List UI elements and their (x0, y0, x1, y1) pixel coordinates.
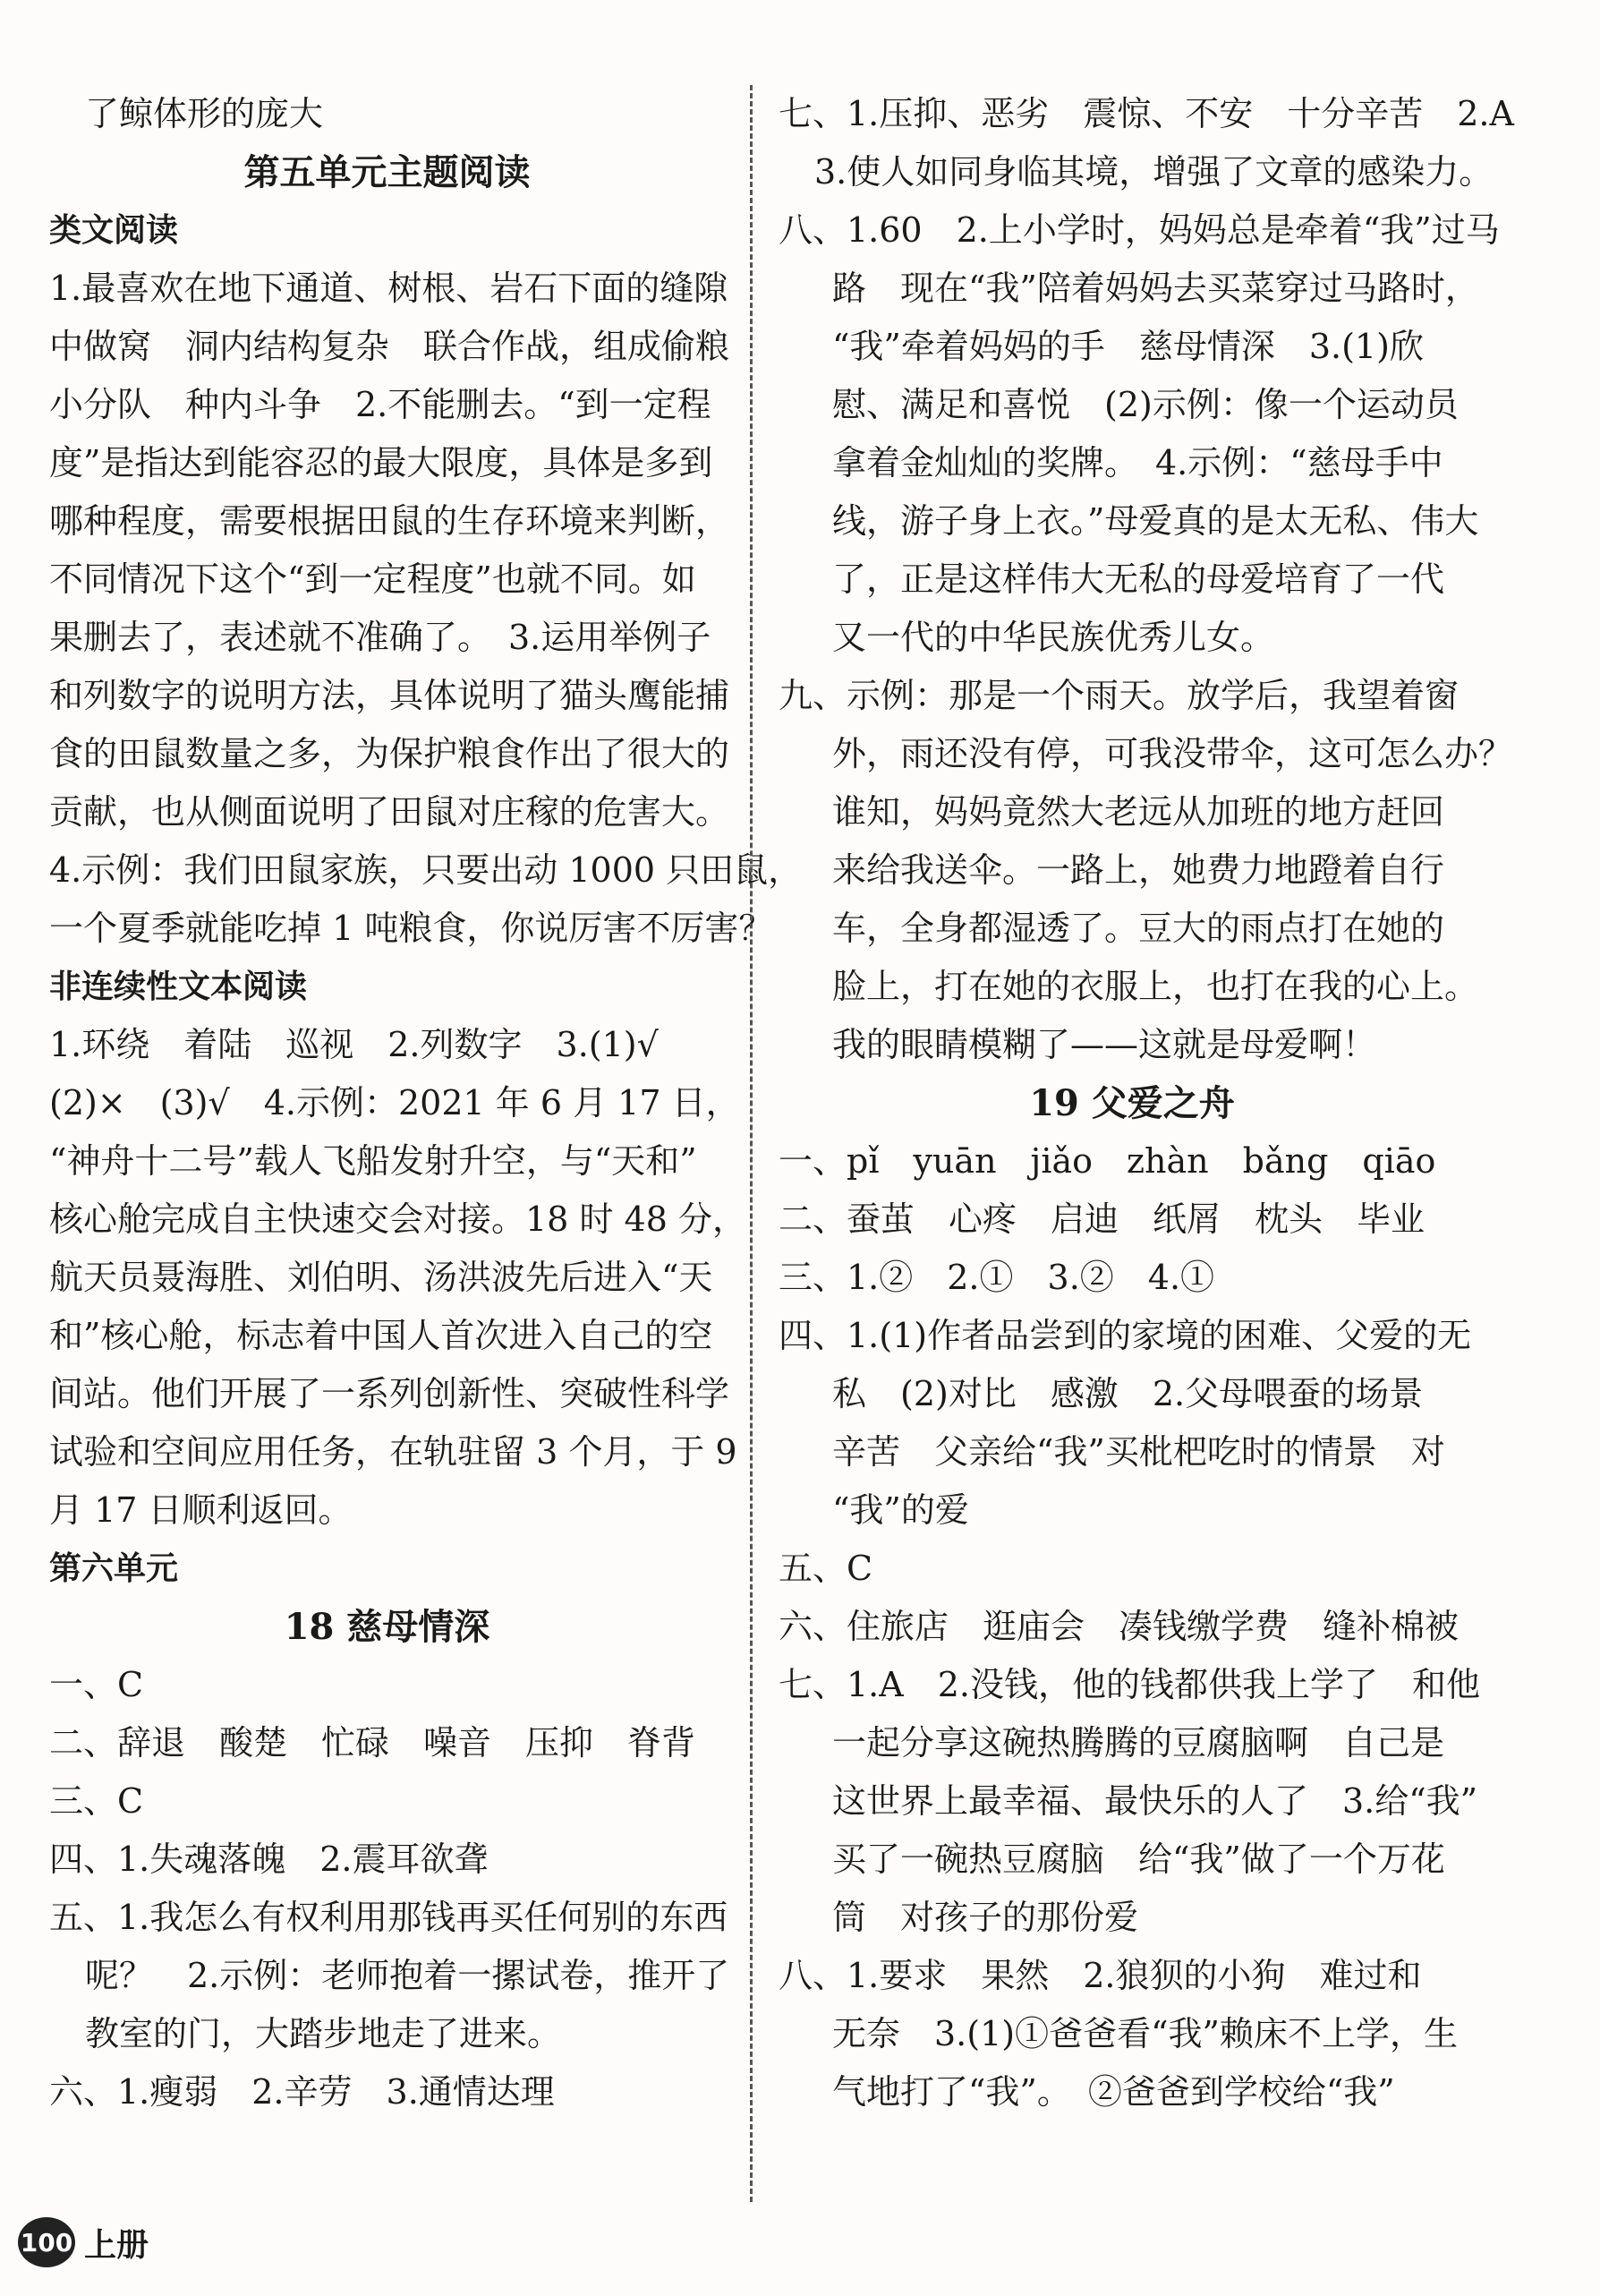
answer-line: 脸上，打在她的衣服上，也打在我的心上。 (832, 967, 1479, 1006)
section-title: 19 父爱之舟 (1029, 1082, 1235, 1124)
answer-line: 三、1.② 2.① 3.② 4.① (779, 1258, 1215, 1297)
answer-line: 一、C (49, 1665, 144, 1704)
answer-line: 外，雨还没有停，可我没带伞，这可怎么办？ (832, 734, 1513, 773)
answer-line: 慰、满足和喜悦 (2)示例：像一个运动员 (832, 385, 1459, 424)
answer-line: 航天员聂海胜、刘伯明、汤洪波先后进入“天 (49, 1258, 713, 1297)
answer-line: 又一代的中华民族优秀儿女。 (832, 618, 1275, 657)
column-divider (750, 85, 753, 2202)
answer-line: 1.环绕 着陆 巡视 2.列数字 3.(1)√ (49, 1025, 659, 1064)
answer-line: 中做窝 洞内结构复杂 联合作战，组成偷粮 (49, 327, 730, 366)
answer-line: 度”是指达到能容忍的最大限度，具体是多到 (49, 443, 713, 482)
answer-line: 六、1.瘦弱 2.辛劳 3.通情达理 (49, 2072, 555, 2112)
answer-line: 八、1.要求 果然 2.狼狈的小狗 难过和 (779, 1956, 1422, 1995)
answer-line: 和列数字的说明方法，具体说明了猫头鹰能捕 (49, 676, 730, 715)
answer-line: 了鲸体形的庞大 (85, 94, 324, 133)
answer-line: 呢？ 2.示例：老师抱着一摞试卷，推开了 (85, 1956, 730, 1995)
answer-line: 我的眼睛模糊了——这就是母爱啊！ (832, 1025, 1377, 1064)
answer-line: 来给我送伞。一路上，她费力地蹬着自行 (832, 850, 1445, 890)
answer-line: 间站。他们开展了一系列创新性、突破性科学 (49, 1374, 730, 1413)
answer-line: 拿着金灿灿的奖牌。 4.示例：“慈母手中 (832, 443, 1443, 482)
answer-line: “我”牵着妈妈的手 慈母情深 3.(1)欣 (832, 327, 1424, 366)
answer-line: 辛苦 父亲给“我”买枇杷吃时的情景 对 (832, 1432, 1445, 1472)
answer-line: 二、蚕茧 心疼 启迪 纸屑 枕头 毕业 (779, 1199, 1426, 1239)
volume-label: 上册 (84, 2226, 149, 2264)
answer-line: “我”的爱 (832, 1490, 969, 1530)
answer-line: 四、1.失魂落魄 2.震耳欲聋 (49, 1839, 489, 1879)
answer-line: 了，正是这样伟大无私的母爱培育了一代 (832, 559, 1445, 599)
section-title: 第五单元主题阅读 (243, 151, 531, 193)
answer-line: 一个夏季就能吃掉 1 吨粮食，你说厉害不厉害？ (49, 909, 773, 948)
answer-line: 1.最喜欢在地下通道、树根、岩石下面的缝隙 (49, 269, 728, 308)
answer-line: 哪种程度，需要根据田鼠的生存环境来判断， (49, 501, 730, 541)
page-number: 100 (18, 2217, 75, 2267)
answer-line: 核心舱完成自主快速交会对接。18 时 48 分， (49, 1199, 746, 1239)
answer-line: 九、示例：那是一个雨天。放学后，我望着窗 (779, 676, 1460, 715)
answer-line: 二、辞退 酸楚 忙碌 噪音 压抑 脊背 (49, 1723, 696, 1763)
answer-line: “神舟十二号”载人飞船发射升空，与“天和” (49, 1141, 697, 1181)
answer-line: 七、1.压抑、恶劣 震惊、不安 十分辛苦 2.A (779, 94, 1514, 133)
answer-line: 气地打了“我”。 ②爸爸到学校给“我” (832, 2072, 1395, 2112)
answer-line: 六、住旅店 逛庙会 凑钱缴学费 缝补棉被 (779, 1607, 1460, 1646)
answer-line: 谁知，妈妈竟然大老远从加班的地方赶回 (832, 792, 1445, 832)
answer-line: 月 17 日顺利返回。 (49, 1490, 353, 1530)
answer-line: 路 现在“我”陪着妈妈去买菜穿过马路时， (832, 269, 1479, 308)
answer-line: 食的田鼠数量之多，为保护粮食作出了很大的 (49, 734, 730, 773)
answer-line: 试验和空间应用任务，在轨驻留 3 个月，于 9 (49, 1432, 737, 1472)
left-column (49, 85, 803, 2121)
right-column (779, 85, 1514, 2121)
answer-line: 4.示例：我们田鼠家族，只要出动 1000 只田鼠， (49, 850, 803, 890)
answer-line: 和”核心舱，标志着中国人首次进入自己的空 (49, 1316, 713, 1355)
answer-line: 筒 对孩子的那份爱 (832, 1898, 1139, 1937)
answer-line: 教室的门，大踏步地走了进来。 (85, 2014, 562, 2053)
answer-line: (2)× (3)√ 4.示例：2021 年 6 月 17 日， (49, 1083, 740, 1122)
answer-line: 七、1.A 2.没钱，他的钱都供我上学了 和他 (779, 1665, 1480, 1704)
answer-line: 买了一碗热豆腐脑 给“我”做了一个万花 (832, 1839, 1445, 1879)
answer-line: 小分队 种内斗争 2.不能删去。“到一定程 (49, 385, 711, 424)
subsection-heading: 第六单元 (49, 1550, 179, 1587)
answer-line: 四、1.(1)作者品尝到的家境的困难、父爱的无 (779, 1316, 1472, 1355)
answer-line: 不同情况下这个“到一定程度”也就不同。如 (49, 559, 696, 599)
subsection-heading: 类文阅读 (49, 212, 179, 249)
answer-line: 车，全身都湿透了。豆大的雨点打在她的 (832, 909, 1445, 948)
answer-line: 果删去了，表述就不准确了。 3.运用举例子 (49, 618, 711, 657)
answer-line: 五、C (779, 1549, 873, 1588)
page-footer (18, 2211, 149, 2274)
answer-line: 线，游子身上衣。”母爱真的是太无私、伟大 (832, 501, 1479, 541)
answer-line: 五、1.我怎么有权利用那钱再买任何别的东西 (49, 1898, 728, 1937)
answer-line: 一起分享这碗热腾腾的豆腐脑啊 自己是 (832, 1723, 1445, 1763)
section-title: 18 慈母情深 (284, 1606, 490, 1648)
answer-line: 三、C (49, 1781, 144, 1821)
answer-line: 八、1.60 2.上小学时，妈妈总是牵着“我”过马 (779, 210, 1500, 250)
answer-line: 这世界上最幸福、最快乐的人了 3.给“我” (832, 1781, 1478, 1821)
subsection-heading: 非连续性文本阅读 (49, 969, 308, 1005)
answer-line: 无奈 3.(1)①爸爸看“我”赖床不上学，生 (832, 2014, 1458, 2053)
answer-line: 一、pǐ yuān jiǎo zhàn bǎng qiāo (779, 1141, 1436, 1181)
answer-line: 3.使人如同身临其境，增强了文章的感染力。 (814, 152, 1494, 192)
answer-line: 贡献，也从侧面说明了田鼠对庄稼的危害大。 (49, 792, 730, 832)
answer-line: 私 (2)对比 感激 2.父母喂蚕的场景 (832, 1374, 1424, 1413)
